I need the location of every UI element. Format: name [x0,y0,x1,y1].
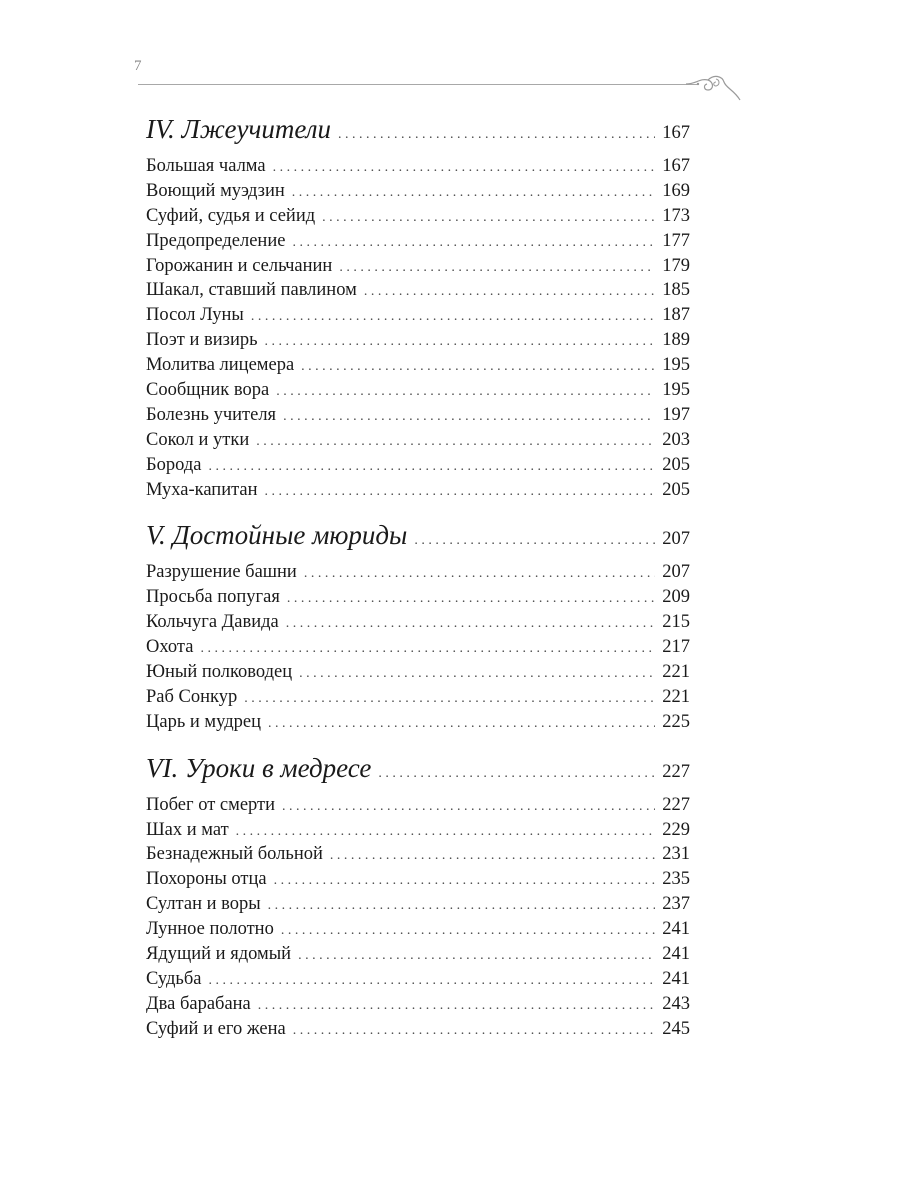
dot-leader [268,712,655,737]
entry-page-number: 185 [662,280,690,301]
dot-leader [273,156,656,181]
toc-entry[interactable] [146,229,690,254]
entry-page-number: 241 [662,968,690,989]
entry-title: Шах и мат [146,819,229,840]
entry-title: Поэт и визирь [146,330,258,351]
toc-entry[interactable] [146,204,690,229]
entry-title: Побег от смерти [146,794,276,815]
flourish-ornament-icon [684,70,744,104]
entry-title: Сокол и утки [146,429,250,450]
entry-page-number: 195 [662,380,690,401]
table-of-contents [146,110,690,1056]
toc-entry[interactable] [146,818,690,843]
dot-leader [274,869,656,894]
entry-page-number: 241 [662,944,690,965]
toc-entry[interactable] [146,254,690,279]
entry-page-number: 221 [662,662,690,683]
dot-leader [292,231,655,256]
entry-page-number: 215 [662,612,690,633]
dot-leader [322,206,655,231]
entry-page-number: 203 [662,429,690,450]
section-title: IV. Лжеучители [146,114,331,144]
entry-page-number: 221 [662,686,690,707]
entry-page-number: 189 [662,330,690,351]
entry-page-number: 245 [662,1018,690,1039]
dot-leader [258,994,655,1019]
dot-leader [282,795,655,820]
entry-title: Шакал, ставший павлином [146,280,357,301]
section-heading[interactable] [146,516,690,554]
entry-title: Ядущий и ядомый [146,944,292,965]
header-rule [138,84,698,85]
entry-title: Юный полководец [146,662,293,683]
toc-entry[interactable] [146,967,690,992]
entry-page-number: 237 [662,894,690,915]
entry-page-number: 197 [662,404,690,425]
toc-entry[interactable] [146,303,690,328]
section-title: VI. Уроки в медресе [146,752,372,783]
dot-leader [293,1019,656,1044]
entry-title: Предопределение [146,230,286,251]
dot-leader [283,405,655,430]
entry-title: Суфий, судья и сейид [146,205,316,226]
entry-title: Воющий муэдзин [146,180,285,201]
entry-page-number: 207 [662,562,690,583]
dot-leader [287,587,655,612]
toc-entry[interactable] [146,453,690,478]
dot-leader [364,280,655,305]
dot-leader [304,562,655,587]
entry-page-number: 205 [662,479,690,500]
toc-entry[interactable] [146,842,690,867]
toc-entry[interactable] [146,917,690,942]
entry-title: Охота [146,637,194,658]
toc-entry[interactable] [146,610,690,635]
toc-entry[interactable] [146,942,690,967]
entry-title: Лунное полотно [146,919,274,940]
toc-section [146,110,690,502]
dot-leader [208,455,655,480]
entry-title: Безнадежный больной [146,844,323,865]
entry-title: Борода [146,454,202,475]
entry-page-number: 177 [662,230,690,251]
toc-entry[interactable] [146,560,690,585]
toc-entry[interactable] [146,179,690,204]
toc-section [146,516,690,734]
dot-leader [301,355,655,380]
page-number: 7 [134,58,142,74]
dot-leader [330,844,655,869]
dot-leader [414,522,655,560]
entry-page-number: 195 [662,355,690,376]
toc-entry[interactable] [146,154,690,179]
entry-page-number: 179 [662,255,690,276]
dot-leader [339,256,655,281]
dot-leader [281,919,655,944]
section-page-number: 227 [662,761,690,782]
toc-entry[interactable] [146,278,690,303]
section-title: V. Достойные мюриды [146,520,408,551]
toc-entry[interactable] [146,478,690,503]
entry-page-number: 235 [662,869,690,890]
toc-entry[interactable] [146,660,690,685]
entry-page-number: 209 [662,587,690,608]
entry-page-number: 187 [662,305,690,326]
toc-section [146,749,690,1042]
toc-entry[interactable] [146,635,690,660]
toc-entry[interactable] [146,1017,690,1042]
entry-title: Молитва лицемера [146,355,295,376]
dot-leader [265,480,656,505]
toc-entry[interactable] [146,428,690,453]
entry-page-number: 167 [662,156,690,176]
dot-leader [286,612,655,637]
dot-leader [268,894,656,919]
toc-entry[interactable] [146,793,690,818]
entry-title: Разрушение башни [146,562,297,583]
entry-title: Судьба [146,968,202,989]
section-page-number: 207 [662,529,690,550]
entry-page-number: 217 [662,637,690,658]
dot-leader [265,330,656,355]
toc-entry[interactable] [146,328,690,353]
toc-entry[interactable] [146,892,690,917]
entry-title: Муха-капитан [146,479,258,500]
entry-title: Просьба попугая [146,587,280,608]
entry-page-number: 225 [662,711,690,732]
entry-page-number: 243 [662,993,690,1014]
entry-page-number: 231 [662,844,690,865]
entry-title: Раб Сонкур [146,686,238,707]
dot-leader [299,662,655,687]
dot-leader [338,116,655,154]
entry-title: Суфий и его жена [146,1018,286,1039]
entry-title: Царь и мудрец [146,711,261,732]
section-heading[interactable] [146,110,690,148]
entry-title: Болезнь учителя [146,404,277,425]
entry-page-number: 227 [662,794,690,815]
entry-title: Посол Луны [146,305,244,326]
dot-leader [378,755,655,793]
entry-title: Султан и воры [146,894,261,915]
dot-leader [208,969,655,994]
toc-entry[interactable] [146,353,690,378]
toc-entry[interactable] [146,867,690,892]
entry-page-number: 169 [662,180,690,201]
entry-page-number: 229 [662,819,690,840]
dot-leader [251,305,655,330]
entry-page-number: 173 [662,205,690,226]
entry-title: Похороны отца [146,869,267,890]
entry-title: Два барабана [146,993,251,1014]
entry-title: Сообщник вора [146,380,270,401]
toc-entry[interactable] [146,685,690,710]
toc-entry[interactable] [146,585,690,610]
dot-leader [292,181,655,206]
entry-title: Кольчуга Давида [146,612,279,633]
toc-entry[interactable] [146,378,690,403]
entry-page-number: 205 [662,454,690,475]
dot-leader [256,430,655,455]
entry-title: Горожанин и сельчанин [146,255,333,276]
entry-title: Большая чалма [146,156,266,176]
dot-leader [298,944,655,969]
entry-page-number: 241 [662,919,690,940]
toc-entry[interactable] [146,992,690,1017]
dot-leader [200,637,655,662]
dot-leader [276,380,655,405]
toc-entry[interactable] [146,403,690,428]
dot-leader [244,687,655,712]
section-page-number: 167 [662,123,690,143]
toc-entry[interactable] [146,710,690,735]
section-heading[interactable] [146,749,690,787]
dot-leader [236,820,656,845]
